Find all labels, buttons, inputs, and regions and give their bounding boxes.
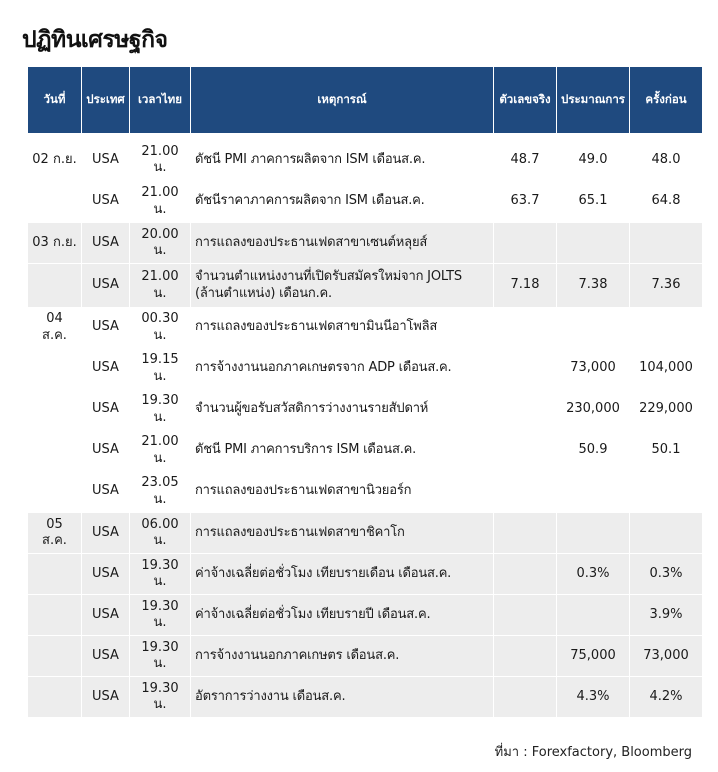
cell-time: 23.05 น. [129,471,190,512]
cell-previous: 50.1 [629,430,702,471]
table-row [28,676,702,717]
header-row [28,67,702,133]
table-row [28,471,702,512]
cell-event: จำนวนผู้ขอรับสวัสดิการว่างงานรายสัปดาห์ [190,389,493,430]
cell-country: USA [81,348,129,389]
cell-country: USA [81,635,129,676]
cell-event: ดัชนีราคาภาคการผลิตจาก ISM เดือนส.ค. [190,181,493,222]
cell-country: USA [81,133,129,181]
cell-time: 21.00 น. [129,263,190,307]
cell-country: USA [81,181,129,222]
cell-forecast: 65.1 [556,181,629,222]
cell-event: การจ้างงานนอกภาคเกษตรจาก ADP เดือนส.ค. [190,348,493,389]
cell-day: 04 ส.ค. [42,311,67,343]
cell-actual [493,512,556,553]
cell-actual [493,222,556,263]
cell-previous [629,222,702,263]
cell-country: USA [81,471,129,512]
header-previous: ครั้งก่อน [629,67,702,133]
cell-country: USA [81,222,129,263]
cell-time: 06.00 น. [129,512,190,553]
cell-previous: 3.9% [629,594,702,635]
cell-time: 19.30 น. [129,389,190,430]
cell-day: 03 ก.ย. [28,222,81,263]
cell-event: การแถลงของประธานเฟดสาขาชิคาโก [190,512,493,553]
cell-previous: 7.36 [629,263,702,307]
cell-event: การแถลงของประธานเฟดสาขานิวยอร์ก [190,471,493,512]
cell-forecast [556,471,629,512]
cell-actual [493,594,556,635]
cell-actual [493,676,556,717]
cell-actual [493,471,556,512]
cell-country: USA [81,307,129,348]
cell-forecast [556,307,629,348]
cell-actual [493,348,556,389]
cell-actual [493,307,556,348]
cell-time: 19.30 น. [129,635,190,676]
cell-forecast: 0.3% [556,553,629,594]
cell-time: 21.00 น. [129,181,190,222]
cell-day [28,389,81,430]
cell-country: USA [81,676,129,717]
table-row [28,512,702,553]
header-actual: ตัวเลขจริง [493,67,556,133]
header-day: วันที่ [28,67,81,133]
cell-country: USA [81,512,129,553]
cell-day [28,594,81,635]
cell-country: USA [81,430,129,471]
cell-event: การแถลงของประธานเฟดสาขามินนีอาโพลิส [190,307,493,348]
table-row [28,389,702,430]
cell-previous: 73,000 [629,635,702,676]
cell-day: 05 ส.ค. [28,512,81,553]
cell-day [28,553,81,594]
source-note: ที่มา : Forexfactory, Bloomberg [494,745,692,760]
cell-event: การจ้างงานนอกภาคเกษตร เดือนส.ค. [190,635,493,676]
cell-day [28,635,81,676]
table-row [28,553,702,594]
cell-day [28,263,81,307]
cell-forecast [556,222,629,263]
cell-previous: 64.8 [629,181,702,222]
cell-forecast: 75,000 [556,635,629,676]
cell-actual [493,553,556,594]
cell-forecast [556,512,629,553]
header-country: ประเทศ [81,67,129,133]
cell-event: ดัชนี PMI ภาคการผลิตจาก ISM เดือนส.ค. [190,133,493,181]
cell-time: 00.30 น. [129,307,190,348]
cell-day [28,348,81,389]
cell-previous: 48.0 [629,133,702,181]
cell-country: USA [81,389,129,430]
cell-previous: 4.2% [629,676,702,717]
cell-day [28,181,81,222]
table-row [28,307,702,348]
cell-time: 19.15 น. [129,348,190,389]
cell-country: USA [81,263,129,307]
economic-calendar-table [28,67,702,717]
page-title: ปฏิทินเศรษฐกิจ [22,27,168,53]
cell-previous [629,512,702,553]
cell-forecast: 73,000 [556,348,629,389]
cell-previous: 229,000 [629,389,702,430]
table-row [28,133,702,181]
cell-day [28,676,81,717]
table-row [28,181,702,222]
cell-actual: 63.7 [493,181,556,222]
table-row [28,348,702,389]
header-time: เวลาไทย [129,67,190,133]
cell-time: 20.00 น. [129,222,190,263]
cell-event: ค่าจ้างเฉลี่ยต่อชั่วโมง เทียบรายปี เดือนส.ค. [190,594,493,635]
cell-forecast: 4.3% [556,676,629,717]
cell-time: 21.00 น. [129,430,190,471]
cell-actual [493,635,556,676]
cell-forecast: 49.0 [556,133,629,181]
table-row [28,430,702,471]
cell-actual [493,389,556,430]
cell-actual: 7.18 [493,263,556,307]
table-row [28,222,702,263]
cell-previous: 0.3% [629,553,702,594]
cell-time: 21.00 น. [129,133,190,181]
cell-forecast: 7.38 [556,263,629,307]
cell-previous [629,307,702,348]
cell-event: การแถลงของประธานเฟดสาขาเซนต์หลุยส์ [190,222,493,263]
cell-event: ค่าจ้างเฉลี่ยต่อชั่วโมง เทียบรายเดือน เดือนส.ค. [190,553,493,594]
cell-event: อัตราการว่างงาน เดือนส.ค. [190,676,493,717]
cell-time: 19.30 น. [129,594,190,635]
cell-forecast: 50.9 [556,430,629,471]
cell-day [28,430,81,471]
cell-previous: 104,000 [629,348,702,389]
table-row [28,635,702,676]
cell-time: 19.30 น. [129,676,190,717]
cell-day [28,471,81,512]
header-forecast: ประมาณการ [556,67,629,133]
cell-event: ดัชนี PMI ภาคการบริการ ISM เดือนส.ค. [190,430,493,471]
cell-forecast: 230,000 [556,389,629,430]
cell-actual [493,430,556,471]
cell-actual: 48.7 [493,133,556,181]
cell-country: USA [81,553,129,594]
header-event: เหตุการณ์ [190,67,493,133]
cell-time: 19.30 น. [129,553,190,594]
cell-day: 02 ก.ย. [32,151,77,167]
cell-forecast [556,594,629,635]
cell-previous [629,471,702,512]
cell-event: จำนวนตำแหน่งงานที่เปิดรับสมัครใหม่จาก JOLTS (ล้านตำแหน่ง) เดือนก.ค. [190,263,493,307]
cell-country: USA [81,594,129,635]
table-row [28,263,702,307]
table-row [28,594,702,635]
